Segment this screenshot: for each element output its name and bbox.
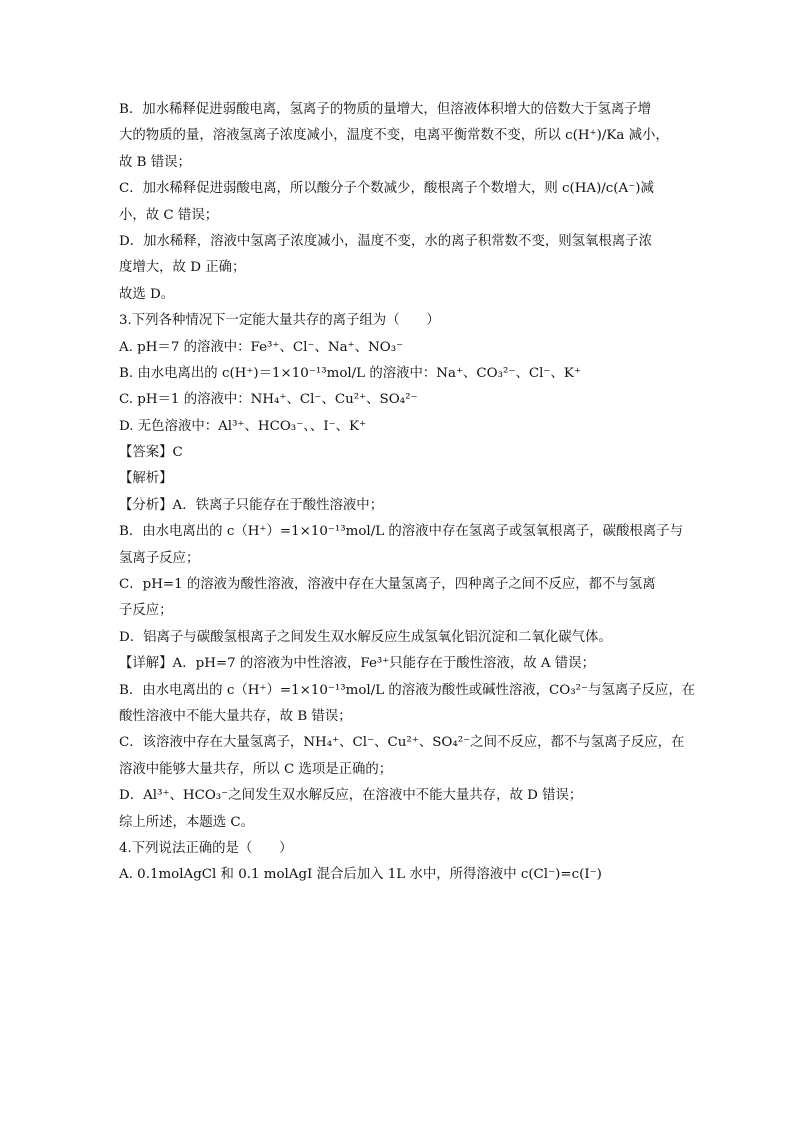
document-body bbox=[119, 97, 696, 889]
text-line: 综上所述，本题选 C。 bbox=[119, 814, 255, 830]
text-line: 小，故 C 错误； bbox=[119, 207, 219, 223]
text-line: 酸性溶液中不能大量共存，故 B 错误； bbox=[119, 708, 352, 724]
analysis-heading: 【解析】 bbox=[119, 471, 173, 487]
question-3-stem: 3.下列各种情况下一定能大量共存的离子组为（ ） bbox=[119, 313, 440, 329]
text-line: C．该溶液中存在大量氢离子，NH₄⁺、Cl⁻、Cu²⁺、SO₄²⁻之间不反应，都不与氢离子反应，在 bbox=[119, 735, 685, 751]
text-line: C．加水稀释促进弱酸电离，所以酸分子个数减少，酸根离子个数增大，则 c(HA)/c(A⁻)减 bbox=[119, 181, 654, 197]
text-line: C．pH=1 的溶液为酸性溶液，溶液中存在大量氢离子，四种离子之间不反应，都不与氢离 bbox=[119, 577, 656, 593]
text-line: D．铝离子与碳酸氢根离子之间发生双水解反应生成氢氧化铝沉淀和二氧化碳气体。 bbox=[119, 629, 612, 645]
text-line: B．由水电离出的 c（H⁺）=1×10⁻¹³mol/L 的溶液为酸性或碱性溶液，CO₃²⁻与氢离子反应，在 bbox=[119, 682, 696, 698]
text-line: 故 B 错误； bbox=[119, 154, 191, 170]
text-line: B．加水稀释促进弱酸电离，氢离子的物质的量增大，但溶液体积增大的倍数大于氢离子增 bbox=[119, 102, 652, 117]
text-line: D．Al³⁺、HCO₃⁻之间发生双水解反应，在溶液中不能大量共存，故 D 错误； bbox=[119, 788, 583, 804]
option-b: B. 由水电离出的 c(H⁺)＝1×10⁻¹³mol/L 的溶液中：Na⁺、CO₃²⁻、Cl⁻、K⁺ bbox=[119, 365, 581, 381]
text-line: B．由水电离出的 c（H⁺）=1×10⁻¹³mol/L 的溶液中存在氢离子或氢氧根离子，碳酸根离子与 bbox=[119, 524, 683, 540]
text-line: 故选 D。 bbox=[119, 286, 175, 302]
option-a: A. pH＝7 的溶液中：Fe³⁺、Cl⁻、Na⁺、NO₃⁻ bbox=[119, 339, 404, 355]
text-line: 度增大，故 D 正确； bbox=[119, 260, 246, 276]
text-line: 【详解】A．pH=7 的溶液为中性溶液，Fe³⁺只能存在于酸性溶液，故 A 错误； bbox=[119, 656, 595, 672]
answer-line: 【答案】C bbox=[119, 445, 183, 461]
option-a: A. 0.1molAgCl 和 0.1 molAgI 混合后加入 1L 水中，所得溶液中 c(Cl⁻)=c(I⁻) bbox=[119, 867, 602, 883]
text-line: 大的物质的量，溶液氢离子浓度减小，温度不变，电离平衡常数不变，所以 c(H⁺)/Ka 减小， bbox=[119, 128, 669, 144]
option-c: C. pH＝1 的溶液中：NH₄⁺、Cl⁻、Cu²⁺、SO₄²⁻ bbox=[119, 392, 418, 408]
text-line: 子反应； bbox=[119, 603, 173, 619]
text-line: 【分析】A．铁离子只能存在于酸性溶液中； bbox=[119, 497, 384, 513]
text-line: D．加水稀释，溶液中氢离子浓度减小，温度不变，水的离子积常数不变，则氢氧根离子浓 bbox=[119, 233, 652, 249]
text-line: 氢离子反应； bbox=[119, 550, 200, 566]
option-d: D. 无色溶液中：Al³⁺、HCO₃⁻、、I⁻、K⁺ bbox=[119, 418, 367, 434]
text-line: 溶液中能够大量共存，所以 C 选项是正确的； bbox=[119, 761, 393, 777]
question-4-stem: 4.下列说法正确的是（ ） bbox=[119, 840, 293, 856]
